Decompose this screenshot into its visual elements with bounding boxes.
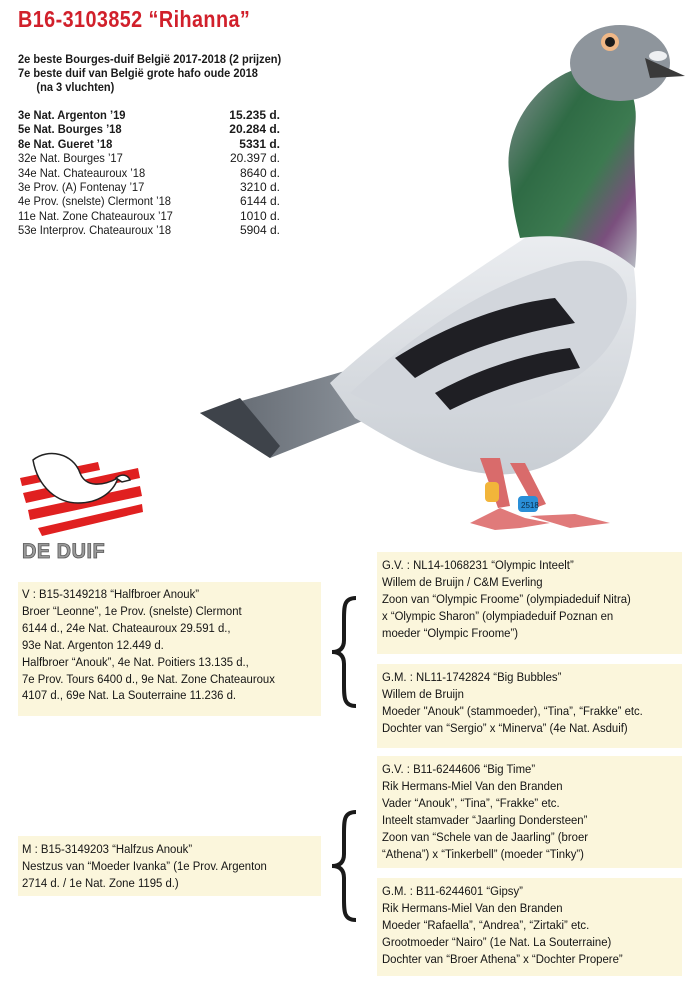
pedigree-line: V : B15-3149218 “Halfbroer Anouk” (22, 587, 200, 601)
mother-mother-box (377, 878, 682, 976)
pedigree-line: Moeder “Rafaella”, “Andrea”, “Zirtaki” etc. (382, 917, 590, 932)
pedigree-line: Willem de Bruijn / C&M Everling (382, 574, 543, 589)
result-race: 34e Nat. Chateauroux ’18 (18, 165, 146, 180)
result-count: 1010 d. (239, 208, 280, 223)
pedigree-line: Grootmoeder “Nairo” (1e Nat. La Souterraine) (382, 934, 612, 949)
brace-father (326, 596, 362, 708)
result-race: 5e Nat. Bourges ’18 (18, 122, 122, 137)
result-race: 4e Prov. (snelste) Clermont ’18 (18, 194, 171, 209)
result-race: 8e Nat. Gueret ’18 (18, 136, 113, 151)
ring-number: 2518 (521, 501, 539, 510)
result-count: 20.397 d. (229, 151, 280, 166)
result-count: 3210 d. (239, 180, 280, 195)
pedigree-line: Rik Hermans-Miel Van den Branden (382, 778, 563, 793)
pedigree-line: 7e Prov. Tours 6400 d., 9e Nat. Zone Chateauroux (22, 671, 275, 686)
mother-father-box (377, 756, 682, 868)
pedigree-line: 2714 d. / 1e Nat. Zone 1195 d.) (22, 875, 179, 890)
pedigree-line: “Athena”) x “Tinkerbell” (moeder “Tinky”) (382, 846, 584, 861)
pigeon-title: B16-3103852 “Rihanna” (18, 6, 251, 32)
logo-text: DE DUIF (22, 540, 106, 563)
pedigree-line: Dochter van “Sergio” x “Minerva” (4e Nat. Asduif) (382, 720, 628, 735)
pedigree-line: Zoon van “Schele van de Jaarling” (broer (382, 829, 589, 844)
pedigree-line: Vader “Anouk”, “Tina”, “Frakke” etc. (382, 795, 560, 810)
pedigree-line: G.M. : NL11-1742824 “Big Bubbles” (382, 670, 562, 684)
result-race: 3e Prov. (A) Fontenay ’17 (18, 180, 145, 195)
pedigree-line: G.M. : B11-6244601 “Gipsy” (382, 884, 523, 898)
pedigree-line: Inteelt stamvader “Jaarling Dondersteen” (382, 812, 588, 827)
pedigree-line: Zoon van “Olympic Froome” (olympiadeduif Nitra) (382, 591, 631, 606)
pedigree-line: Broer “Leonne”, 1e Prov. (snelste) Clermont (22, 603, 242, 618)
father-father-box (377, 552, 682, 654)
result-count: 5331 d. (239, 136, 280, 151)
pedigree-line: x “Olympic Sharon” (olympiadeduif Poznan en (382, 608, 614, 623)
pedigree-line: 93e Nat. Argenton 12.449 d. (22, 637, 164, 652)
pedigree-line: Dochter van “Broer Athena” x “Dochter Propere” (382, 951, 623, 966)
pedigree-line: Halfbroer “Anouk”, 4e Nat. Poitiers 13.135 d., (22, 654, 249, 669)
pedigree-line: Willem de Bruijn (382, 686, 464, 701)
summary-line: (na 3 vluchten) (36, 80, 115, 94)
result-count: 6144 d. (239, 194, 280, 209)
result-count: 5904 d. (239, 223, 280, 238)
result-race: 11e Nat. Zone Chateauroux ’17 (18, 208, 173, 223)
result-count: 20.284 d. (229, 122, 280, 137)
result-count: 15.235 d. (229, 108, 280, 122)
result-race: 3e Nat. Argenton ’19 (18, 108, 126, 122)
result-race: 32e Nat. Bourges ’17 (18, 151, 123, 166)
pedigree-line: Rik Hermans-Miel Van den Branden (382, 900, 563, 915)
father-box (18, 582, 321, 716)
pedigree-line: Moeder "Anouk" (stammoeder), “Tina”, “Frakke” etc. (382, 703, 643, 718)
summary-line: 2e beste Bourges-duif België 2017-2018 (2 prijzen) (18, 52, 282, 66)
result-race: 53e Interprov. Chateauroux ’18 (18, 223, 172, 238)
pedigree-line: G.V. : B11-6244606 “Big Time” (382, 762, 536, 776)
de-duif-logo (18, 448, 148, 538)
mother-box (18, 836, 321, 896)
result-count: 8640 d. (239, 165, 280, 180)
pedigree-line: M : B15-3149203 “Halfzus Anouk” (22, 842, 193, 856)
summary-line: 7e beste duif van België grote hafo oude 2018 (18, 66, 258, 80)
pedigree-line: moeder “Olympic Froome”) (382, 625, 519, 640)
pedigree-line: 6144 d., 24e Nat. Chateauroux 29.591 d., (22, 620, 231, 635)
pedigree-line: 4107 d., 69e Nat. La Souterraine 11.236 d. (22, 688, 237, 703)
pedigree-line: G.V. : NL14-1068231 “Olympic Inteelt” (382, 558, 574, 572)
pigeon-photo (180, 18, 700, 548)
pedigree-line: Nestzus van “Moeder Ivanka” (1e Prov. Argenton (22, 858, 267, 873)
brace-mother (326, 810, 362, 922)
father-mother-box (377, 664, 682, 748)
